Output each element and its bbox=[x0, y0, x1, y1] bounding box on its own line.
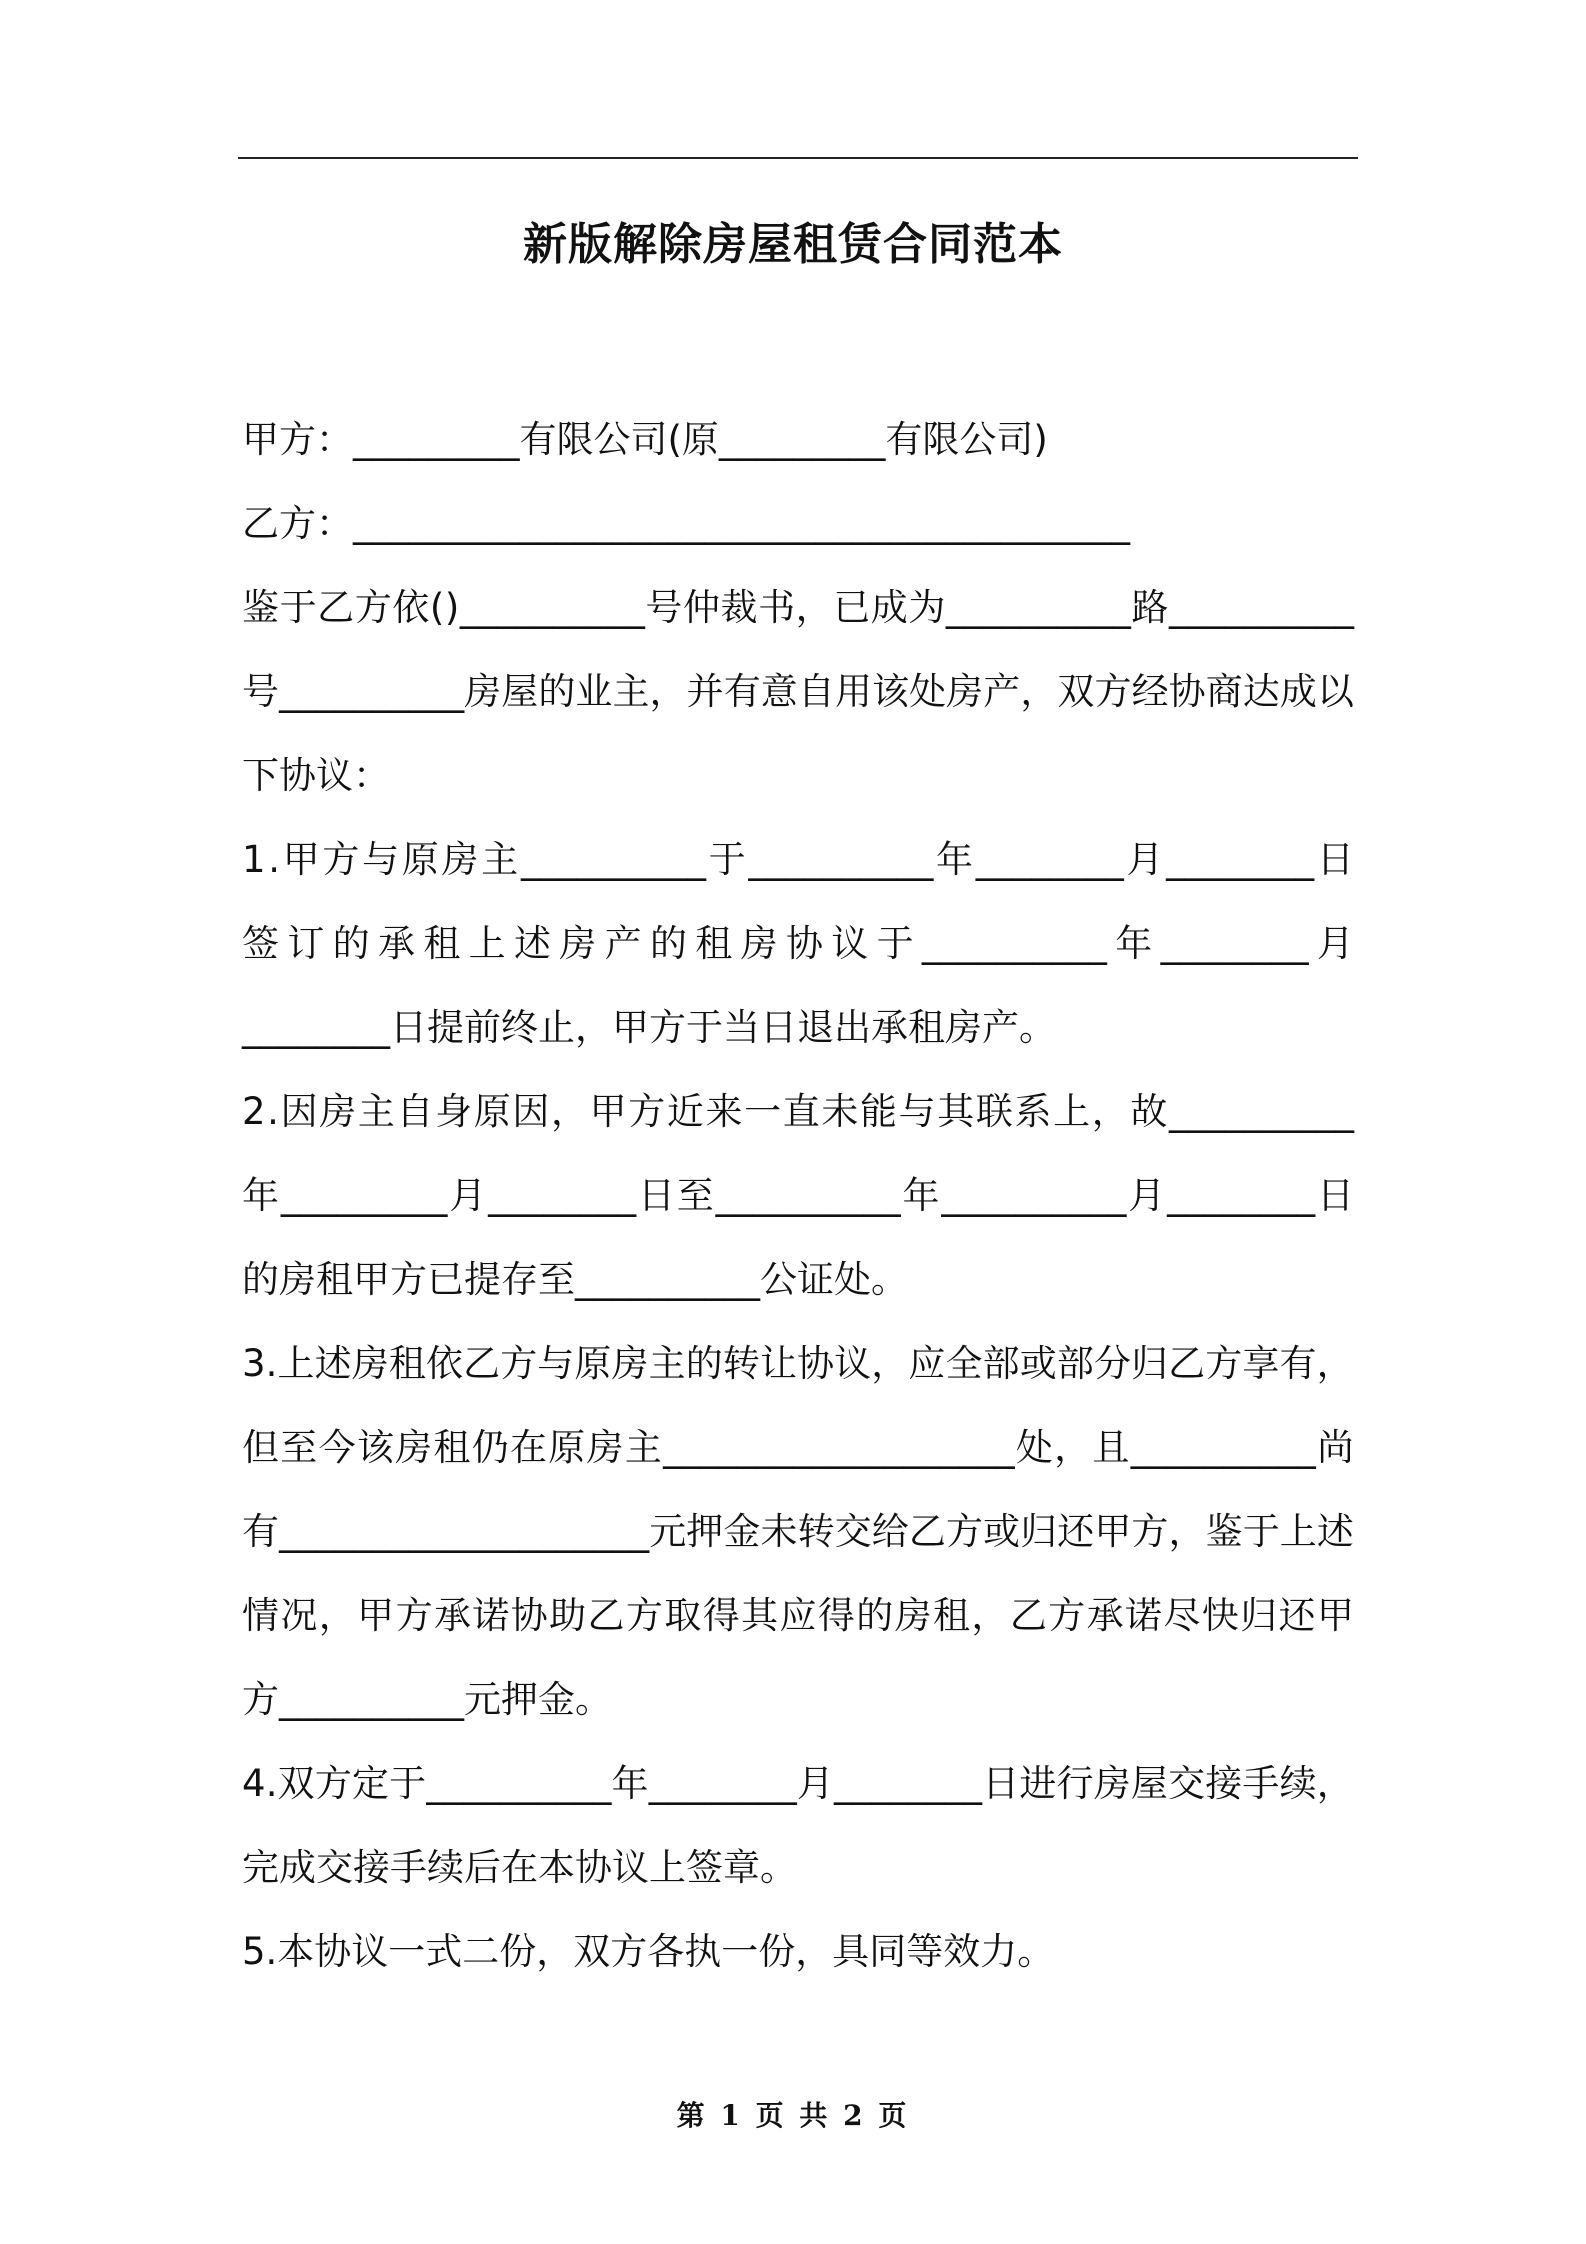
body-line: 3 . 上 述 房 租 依 乙 方 与 原 房 主 的 转 让 协 议 ， 应 全 部 或 部 分 归 乙 方 享 有 ， bbox=[242, 1342, 1354, 1385]
body-line: 甲方：_________有限公司(原_________有限公司) bbox=[242, 418, 1048, 461]
body-line: 有 ____________________ 元 押 金 未 转 交 给 乙 方 或 归 还 甲 方 ， 鉴 于 上 述 bbox=[242, 1510, 1354, 1553]
header-rule bbox=[238, 157, 1358, 159]
body-line: 乙方：__________________________________________ bbox=[242, 502, 1130, 545]
body-line: 4 . 双 方 定 于 __________ 年 ________ 月 ________ 日 进 行 房 屋 交 接 手 续 ， bbox=[242, 1762, 1354, 1805]
document-title: 新版解除房屋租赁合同范本 bbox=[523, 219, 1063, 270]
body-line: 号 __________ 房 屋 的 业 主 ， 并 有 意 自 用 该 处 房 产 ， 双 方 经 协 商 达 成 以 bbox=[242, 670, 1354, 713]
body-line: 但 至 今 该 房 租 仍 在 原 房 主 ___________________ 处 ， 且 __________ 尚 bbox=[242, 1426, 1354, 1469]
body-line: ________日提前终止，甲方于当日退出承租房产。 bbox=[242, 1006, 1056, 1049]
body-line: 1 . 甲 方 与 原 房 主 __________ 于 __________ 年 ________ 月 ________ 日 bbox=[242, 838, 1354, 881]
body-line: 5.本协议一式二份，双方各执一份，具同等效力。 bbox=[242, 1930, 1055, 1973]
body-line: 情 况 ， 甲 方 承 诺 协 助 乙 方 取 得 其 应 得 的 房 租 ， 乙 方 承 诺 尽 快 归 还 甲 bbox=[242, 1594, 1354, 1637]
body-line: 方__________元押金。 bbox=[242, 1678, 612, 1721]
page-footer: 第 1 页 共 2 页 bbox=[676, 2099, 910, 2132]
body-line: 鉴 于 乙 方 依 ( ) __________ 号 仲 裁 书 ， 已 成 为 __________ 路 __________ bbox=[242, 586, 1354, 629]
body-line: 下协议： bbox=[242, 754, 390, 797]
body-line: 年 _________ 月 ________ 日 至 __________ 年 __________ 月 ________ 日 bbox=[242, 1174, 1354, 1217]
body-line: 完成交接手续后在本协议上签章。 bbox=[242, 1846, 797, 1889]
document-body bbox=[242, 398, 1354, 1994]
body-line: 的房租甲方已提存至__________公证处。 bbox=[242, 1258, 908, 1301]
body-line: 2 . 因 房 主 自 身 原 因 ， 甲 方 近 来 一 直 未 能 与 其 联 系 上 ， 故 __________ bbox=[242, 1090, 1354, 1133]
body-line: 签 订 的 承 租 上 述 房 产 的 租 房 协 议 于 __________ 年 ________ 月 bbox=[242, 922, 1354, 965]
